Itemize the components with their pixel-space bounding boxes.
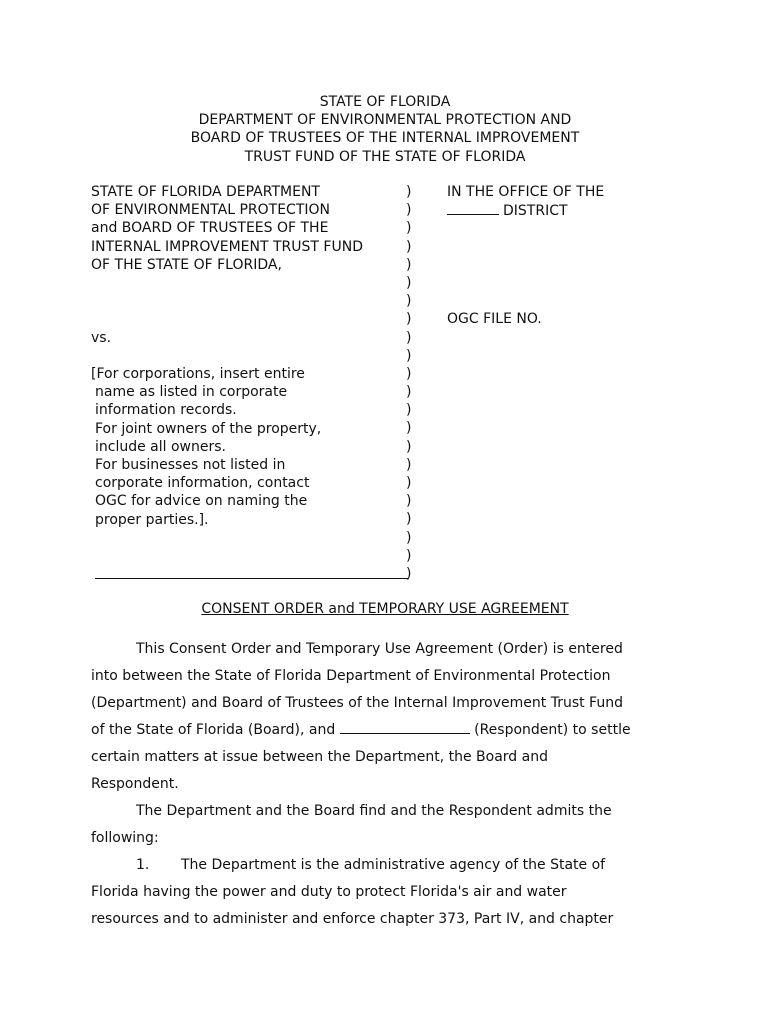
body-line: Respondent. <box>91 776 179 792</box>
body-line: This Consent Order and Temporary Use Agreement (Order) is entered <box>136 641 623 657</box>
paren: ) <box>406 256 412 273</box>
caption-underline <box>95 578 408 579</box>
body-line: The Department and the Board find and the Respondent admits the <box>136 803 612 819</box>
body-text-fragment: (Respondent) to settle <box>474 722 631 738</box>
district-label: DISTRICT <box>503 203 568 220</box>
document-title-text: CONSENT ORDER and TEMPORARY USE AGREEMENT <box>201 601 569 617</box>
item-number: 1. <box>136 857 150 873</box>
paren: ) <box>406 493 412 510</box>
paren: ) <box>406 438 412 455</box>
body-text-fragment: The Department is the administrative agency of the State of <box>181 857 606 873</box>
office-line: IN THE OFFICE OF THE <box>447 184 605 200</box>
paren: ) <box>406 238 412 255</box>
paren: ) <box>406 547 412 564</box>
body-line: certain matters at issue between the Department, the Board and <box>91 749 548 765</box>
numbered-item-line <box>91 852 671 879</box>
paren: ) <box>406 420 412 437</box>
petitioner-block <box>91 183 401 274</box>
caption-parentheses <box>406 183 411 583</box>
respondent-instructions <box>91 365 401 529</box>
instruction-line: include all owners. <box>95 438 226 455</box>
petitioner-line: INTERNAL IMPROVEMENT TRUST FUND <box>91 238 363 255</box>
paren: ) <box>406 384 412 401</box>
paren: ) <box>406 329 412 346</box>
instruction-line: [For corporations, insert entire <box>91 366 305 382</box>
instruction-line: corporate information, contact <box>95 475 310 492</box>
instruction-line: proper parties.]. <box>95 511 209 528</box>
body-line <box>91 717 671 744</box>
document-header <box>0 93 770 166</box>
paren: ) <box>406 529 412 546</box>
document-title <box>0 600 770 618</box>
paren: ) <box>406 311 412 328</box>
paren: ) <box>406 220 412 237</box>
district-line <box>447 201 604 220</box>
paren: ) <box>406 202 412 219</box>
paren: ) <box>406 184 412 200</box>
instruction-line: name as listed in corporate <box>95 384 288 401</box>
paren: ) <box>406 511 412 528</box>
body-line: Florida having the power and duty to protect Florida's air and water <box>91 884 567 900</box>
body-text-fragment: of the State of Florida (Board), and <box>91 722 336 738</box>
instruction-line: For joint owners of the property, <box>95 420 322 437</box>
instruction-line: information records. <box>95 402 237 419</box>
paren: ) <box>406 274 412 291</box>
district-blank[interactable] <box>447 201 499 215</box>
header-line: STATE OF FLORIDA <box>319 94 451 110</box>
office-block <box>447 183 604 220</box>
petitioner-line: OF THE STATE OF FLORIDA, <box>91 256 282 273</box>
body-line: resources and to administer and enforce chapter 373, Part IV, and chapter <box>91 911 614 927</box>
document-body <box>91 636 671 933</box>
header-line: DEPARTMENT OF ENVIRONMENTAL PROTECTION AND <box>198 112 572 129</box>
paren: ) <box>406 347 412 364</box>
paren: ) <box>406 475 412 491</box>
header-line: TRUST FUND OF THE STATE OF FLORIDA <box>244 148 526 165</box>
body-line: (Department) and Board of Trustees of the Internal Improvement Trust Fund <box>91 695 623 711</box>
header-line: BOARD OF TRUSTEES OF THE INTERNAL IMPROVEMENT <box>190 130 580 147</box>
petitioner-line: OF ENVIRONMENTAL PROTECTION <box>91 202 330 219</box>
respondent-name-blank[interactable] <box>340 719 470 734</box>
petitioner-line: STATE OF FLORIDA DEPARTMENT <box>91 184 320 200</box>
instruction-line: OGC for advice on naming the <box>95 493 308 510</box>
paren: ) <box>406 402 412 419</box>
paren: ) <box>406 565 412 582</box>
body-line: following: <box>91 830 159 846</box>
ogc-file-label: OGC FILE NO. <box>447 311 542 327</box>
paren: ) <box>406 293 412 310</box>
versus-label: vs. <box>91 330 112 346</box>
petitioner-line: and BOARD OF TRUSTEES OF THE <box>91 220 329 237</box>
paren: ) <box>406 365 412 382</box>
body-line: into between the State of Florida Department of Environmental Protection <box>91 668 611 684</box>
instruction-line: For businesses not listed in <box>95 457 286 474</box>
paren: ) <box>406 456 412 473</box>
